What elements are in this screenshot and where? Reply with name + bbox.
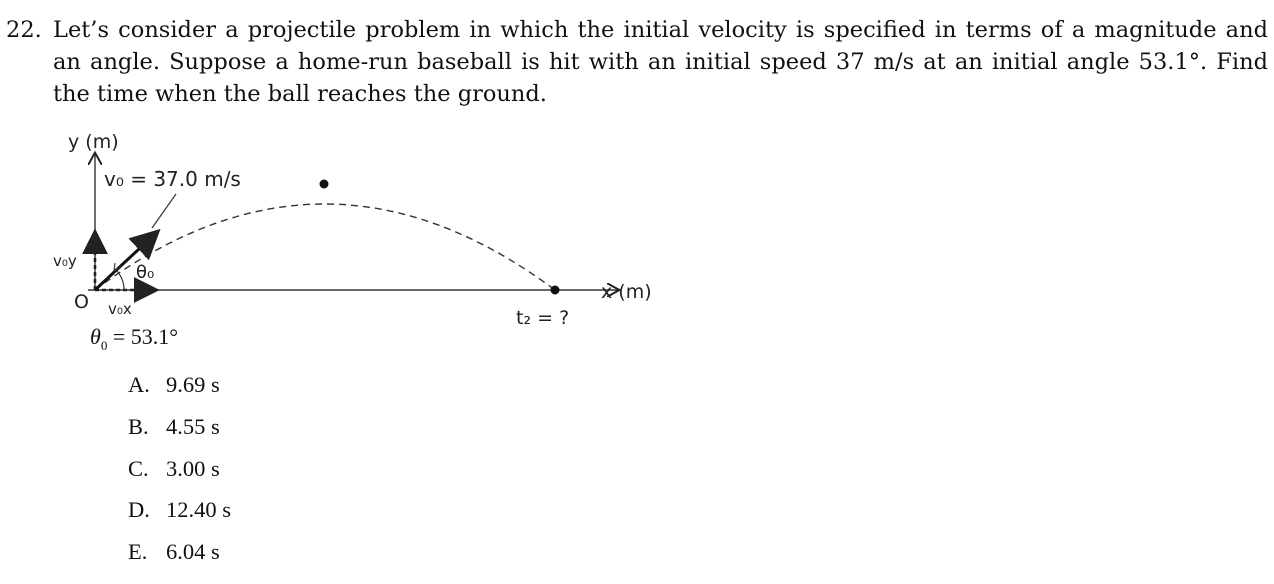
theta-note-symbol: θ: [90, 324, 101, 349]
apex-point: [320, 180, 329, 189]
option-letter: D.: [128, 497, 150, 523]
option-text: 4.55 s: [166, 413, 220, 439]
theta-note-subscript: 0: [100, 338, 108, 353]
trajectory-path: [95, 204, 555, 290]
option-letter: C.: [128, 455, 149, 481]
question-number: 22.: [6, 17, 42, 43]
option-text: 12.40 s: [166, 497, 232, 523]
x-axis-label: x (m): [601, 281, 652, 303]
answer-options: [128, 364, 231, 573]
option-text: 9.69 s: [166, 372, 220, 397]
option-d[interactable]: [128, 489, 231, 531]
option-c[interactable]: [128, 448, 231, 490]
vox-label: v₀x: [108, 300, 132, 318]
y-axis-label: y (m): [68, 131, 119, 153]
theta-value-note: [90, 324, 179, 353]
theta-label: θ₀: [136, 262, 155, 283]
option-letter: B.: [128, 413, 149, 439]
landing-point: [551, 286, 560, 295]
theta-note-value: = 53.1°: [107, 324, 179, 349]
v0-leader-line: [152, 194, 176, 228]
option-letter: E.: [128, 539, 148, 565]
option-e[interactable]: [128, 531, 231, 573]
origin-label: O: [74, 291, 89, 313]
option-letter: A.: [128, 372, 150, 397]
v0-label: v₀ = 37.0 m/s: [104, 167, 241, 191]
question: [6, 14, 1268, 110]
voy-label: v₀y: [53, 252, 77, 270]
option-b[interactable]: [128, 406, 231, 448]
question-text: Let’s consider a projectile problem in which the initial velocity is specified in terms of a magnitude and an angle. Suppose a home-run baseball is hit with an initial speed 37 m/s at an initial angle 53.1°. Find the time when the ball reaches the ground.: [53, 17, 1268, 107]
option-a[interactable]: [128, 364, 231, 406]
t2-label: t₂ = ?: [516, 307, 570, 329]
option-text: 6.04 s: [166, 539, 220, 565]
option-text: 3.00 s: [166, 455, 220, 481]
